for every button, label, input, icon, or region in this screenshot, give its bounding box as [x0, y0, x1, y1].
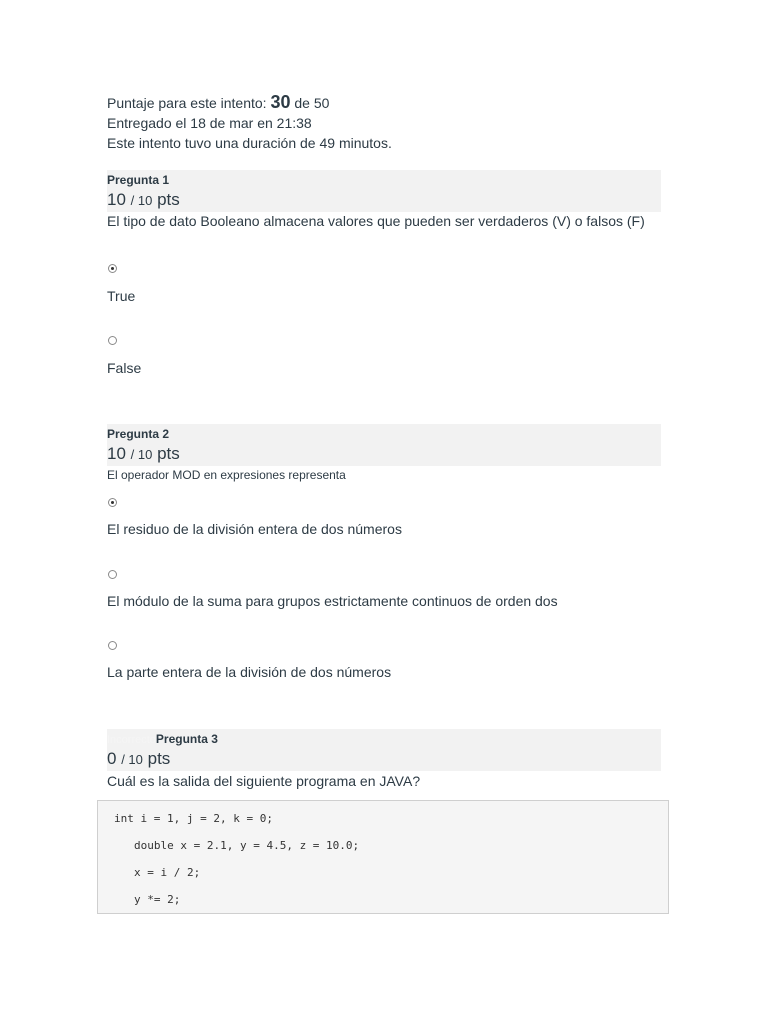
score-earned: 10: [107, 190, 126, 209]
question-2-header: [107, 424, 661, 466]
question-score: [107, 443, 180, 466]
incorrect-tag: Incorrecto: [107, 734, 156, 746]
question-title-text: Pregunta 3: [155, 732, 218, 746]
radio-button[interactable]: [108, 641, 117, 650]
code-line: double x = 2.1, y = 4.5, z = 10.0;: [134, 839, 360, 852]
score-unit: pts: [157, 444, 180, 463]
score-max: / 10: [130, 447, 153, 462]
question-score: [107, 748, 170, 771]
submitted-date: Entregado el 18 de mar en 21:38: [107, 115, 312, 131]
question-title: [107, 732, 218, 746]
score-max: / 10: [130, 193, 153, 208]
code-line: y *= 2;: [134, 893, 181, 906]
question-1-text: El tipo de dato Booleano almacena valores que pueden ser verdaderos (V) o falsos (F): [107, 213, 645, 229]
question-3-text: Cuál es la salida del siguiente programa en JAVA?: [107, 773, 421, 789]
question-2-text: El operador MOD en expresiones representa: [107, 468, 346, 482]
answer-option-label: False: [107, 360, 142, 376]
question-title: [107, 427, 169, 441]
radio-button-selected[interactable]: [108, 498, 117, 507]
score-unit: pts: [157, 190, 180, 209]
code-line: x = i / 2;: [134, 866, 201, 879]
radio-button[interactable]: [108, 336, 117, 345]
answer-option-label: El módulo de la suma para grupos estrictamente continuos de orden dos: [107, 593, 558, 609]
question-title-text: Pregunta 1: [107, 173, 170, 187]
score-line: [107, 92, 667, 113]
radio-button-selected[interactable]: [108, 264, 117, 273]
score-label: Puntaje para este intento:: [107, 95, 267, 111]
attempt-summary: [107, 92, 667, 153]
score-max: / 10: [121, 752, 143, 767]
answer-option-label: El residuo de la división entera de dos números: [107, 521, 402, 537]
radio-button[interactable]: [108, 570, 117, 579]
question-1-header: [107, 170, 661, 212]
score-of: de 50: [294, 95, 330, 111]
score-earned: 0: [107, 749, 117, 768]
score-value: 30: [270, 92, 291, 112]
question-title-text: Pregunta 2: [107, 427, 170, 441]
code-block: [97, 800, 669, 914]
answer-option-label: La parte entera de la división de dos números: [107, 664, 392, 680]
score-unit: pts: [147, 749, 171, 768]
question-title: [107, 173, 169, 187]
question-score: [107, 189, 180, 212]
score-earned: 10: [107, 444, 126, 463]
question-3-header: [107, 729, 661, 771]
attempt-duration: Este intento tuvo una duración de 49 minutos.: [107, 135, 392, 151]
answer-option-label: True: [107, 288, 136, 304]
code-line: int i = 1, j = 2, k = 0;: [114, 812, 273, 825]
